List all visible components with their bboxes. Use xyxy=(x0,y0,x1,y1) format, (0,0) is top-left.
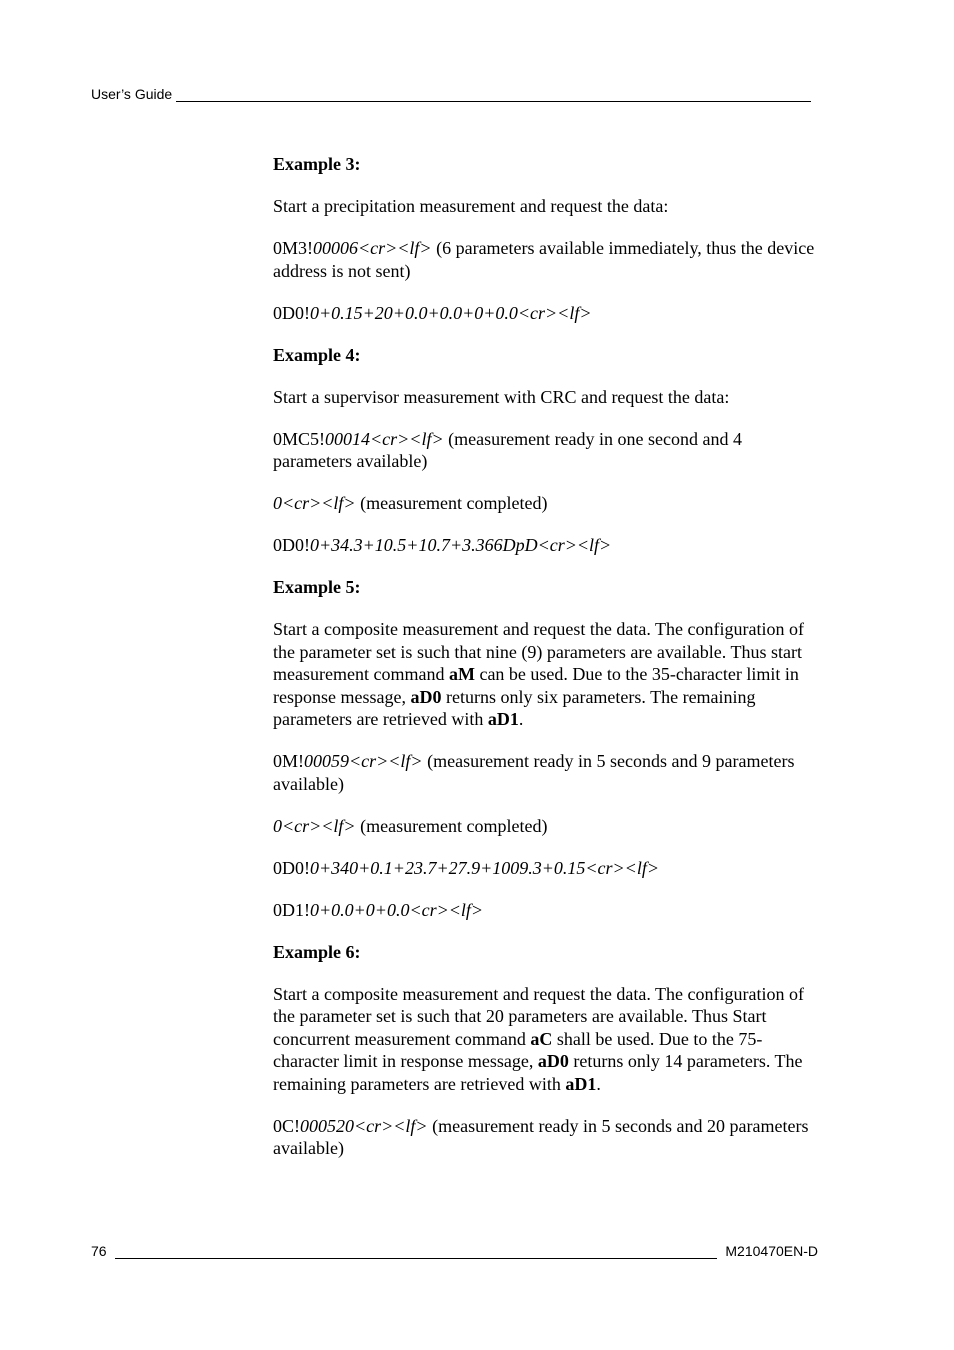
text: . xyxy=(596,1073,601,1094)
example-5-heading: Example 5: xyxy=(273,577,361,597)
command-name: aD0 xyxy=(537,1051,569,1071)
example-4-line-3 xyxy=(273,534,818,557)
page-header xyxy=(91,86,811,102)
header-title: User’s Guide xyxy=(91,86,173,102)
text: Start a composite measurement and request the data. The configuration of the parameter set is such that nine (9) parameters are available. Thus start measurement command xyxy=(273,619,804,684)
command-name: aD0 xyxy=(410,686,442,707)
note: (measurement completed) xyxy=(355,493,548,513)
example-5-line-4 xyxy=(273,899,818,922)
example-4-line-1 xyxy=(273,428,818,473)
response: 00014<cr><lf> xyxy=(325,428,444,449)
text: can be used. Due to the 35-character limit in response message, xyxy=(273,664,799,707)
text: returns only 14 parameters. The remaining parameters are retrieved with xyxy=(273,1051,803,1094)
response: 000520<cr><lf> xyxy=(300,1115,428,1136)
main-content xyxy=(273,153,818,1179)
page-footer xyxy=(91,1243,818,1259)
command: 0M3! xyxy=(273,238,313,258)
example-4-intro: Start a supervisor measurement with CRC and request the data: xyxy=(273,386,730,407)
document-code: M210470EN-D xyxy=(725,1243,818,1259)
command: 0D0! xyxy=(273,535,310,555)
response: 0+340+0.1+23.7+27.9+1009.3+0.15<cr><lf> xyxy=(310,857,659,878)
text: Start a composite measurement and request the data. The configuration of the parameter set is such that 20 parameters are available. Thus Start concurrent measurement command xyxy=(273,983,804,1049)
response: 00059<cr><lf> xyxy=(304,751,423,771)
header-rule xyxy=(176,88,811,102)
command-name: aD1 xyxy=(487,709,519,729)
command-name: aD1 xyxy=(565,1073,597,1094)
text: . xyxy=(518,709,524,729)
command: 0D1! xyxy=(273,899,310,920)
command: 0C! xyxy=(273,1115,300,1136)
response: 0<cr><lf> xyxy=(273,815,356,836)
example-3-line-2 xyxy=(273,302,818,325)
text: returns only six parameters. The remaining parameters are retrieved with xyxy=(273,686,756,729)
response: 0+0.0+0+0.0<cr><lf> xyxy=(310,899,484,920)
page-number: 76 xyxy=(91,1243,107,1259)
note: (measurement ready in 5 seconds and 20 parameters available) xyxy=(273,1115,809,1158)
response: 00006<cr><lf> xyxy=(313,238,432,258)
response: 0+34.3+10.5+10.7+3.366DpD<cr><lf> xyxy=(310,535,612,555)
note: (6 parameters available immediately, thus the device address is not sent) xyxy=(273,238,815,281)
example-5-description xyxy=(273,618,818,731)
example-5-line-3 xyxy=(273,857,818,880)
command: 0D0! xyxy=(273,302,310,323)
command: 0D0! xyxy=(273,857,310,878)
example-6-description xyxy=(273,983,818,1096)
text: shall be used. Due to the 75-character limit in response message, xyxy=(273,1028,763,1071)
command-name: aM xyxy=(448,664,475,684)
example-6-heading: Example 6: xyxy=(273,941,361,962)
note: (measurement ready in 5 seconds and 9 parameters available) xyxy=(273,751,795,794)
footer-rule xyxy=(115,1245,718,1259)
note: (measurement ready in one second and 4 parameters available) xyxy=(273,428,742,471)
response: 0<cr><lf> xyxy=(273,493,356,513)
command: 0MC5! xyxy=(273,428,326,449)
example-5-line-1 xyxy=(273,750,818,795)
example-3-intro: Start a precipitation measurement and request the data: xyxy=(273,196,669,216)
example-4-line-2 xyxy=(273,492,818,515)
example-6-line-1 xyxy=(273,1115,818,1160)
example-3-line-1 xyxy=(273,237,818,282)
example-5-line-2 xyxy=(273,815,818,838)
command: 0M! xyxy=(273,751,304,771)
command-name: aC xyxy=(530,1028,553,1049)
note: (measurement completed) xyxy=(355,815,548,836)
example-4-heading: Example 4: xyxy=(273,344,361,365)
example-3-heading: Example 3: xyxy=(273,154,361,174)
response: 0+0.15+20+0.0+0.0+0+0.0<cr><lf> xyxy=(310,302,592,323)
